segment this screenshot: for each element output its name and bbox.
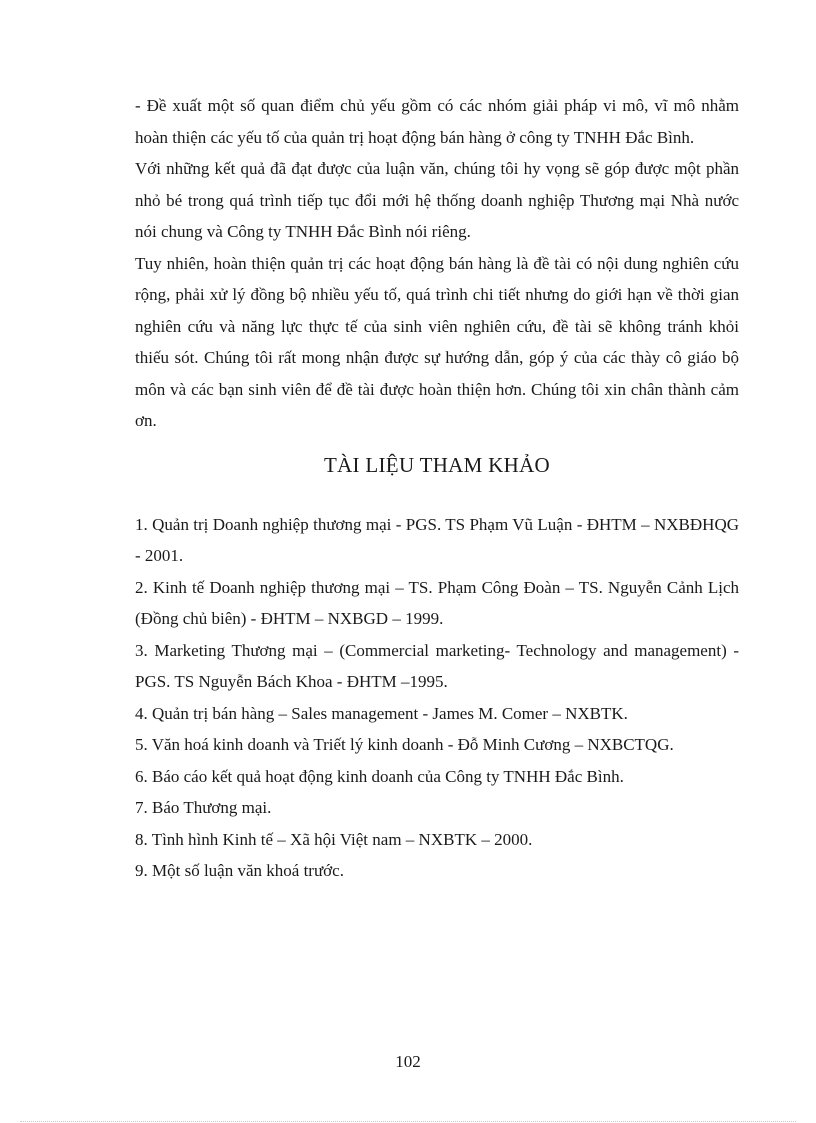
reference-item-7: 7. Báo Thương mại. xyxy=(135,798,272,817)
reference-item-3: 3. Marketing Thương mại – (Commercial marketing- Technology and management) - PGS. TS Nguyễn Bách Khoa - ĐHTM –1995. xyxy=(135,640,739,691)
body-paragraph-1: - Đề xuất một số quan điểm chủ yếu gồm có các nhóm giải pháp vi mô, vĩ mô nhằm hoàn thiện các yếu tố của quản trị hoạt động bán hàng ở công ty TNHH Đắc Bình. xyxy=(135,96,739,147)
reference-item-5: 5. Văn hoá kinh doanh và Triết lý kinh doanh - Đỗ Minh Cương – NXBCTQG. xyxy=(135,735,674,754)
reference-item-2: 2. Kinh tế Doanh nghiệp thương mại – TS. Phạm Công Đoàn – TS. Nguyễn Cảnh Lịch (Đồng chủ biên) - ĐHTM – NXBGD – 1999. xyxy=(135,577,739,628)
body-paragraph-3: Tuy nhiên, hoàn thiện quản trị các hoạt động bán hàng là đề tài có nội dung nghiên cứu rộng, phải xử lý đồng bộ nhiều yếu tố, quá trình chi tiết nhưng do giới hạn về thời gian nghiên cứu và năng lực thực tế của sinh viên nghiên cứu, đề tài sẽ không tránh khỏi thiếu sót. Chúng tôi rất mong nhận được sự hướng dẫn, góp ý của các thày cô giáo bộ môn và các bạn sinh viên để đề tài được hoàn thiện hơn. Chúng tôi xin chân thành cảm ơn. xyxy=(135,253,739,430)
references-heading: TÀI LIỆU THAM KHẢO xyxy=(323,452,551,477)
reference-item-6: 6. Báo cáo kết quả hoạt động kinh doanh của Công ty TNHH Đắc Bình. xyxy=(135,766,624,786)
reference-item-4: 4. Quản trị bán hàng – Sales management - James M. Comer – NXBTK. xyxy=(135,703,628,723)
reference-item-8: 8. Tình hình Kinh tế – Xã hội Việt nam – NXBTK – 2000. xyxy=(135,829,533,849)
page-number: 102 xyxy=(395,1052,421,1071)
reference-item-1: 1. Quản trị Doanh nghiệp thương mại - PGS. TS Phạm Vũ Luận - ĐHTM – NXBĐHQG - 2001. xyxy=(135,514,739,565)
page-content xyxy=(135,90,739,887)
reference-list xyxy=(135,509,739,887)
reference-item-9: 9. Một số luận văn khoá trước. xyxy=(135,861,344,880)
body-paragraph-2: Với những kết quả đã đạt được của luận văn, chúng tôi hy vọng sẽ góp được một phần nhỏ bé trong quá trình tiếp tục đổi mới hệ thống doanh nghiệp Thương mại Nhà nước nói chung và Công ty TNHH Đắc Bình nói riêng. xyxy=(135,159,739,241)
page-divider xyxy=(20,1121,796,1122)
